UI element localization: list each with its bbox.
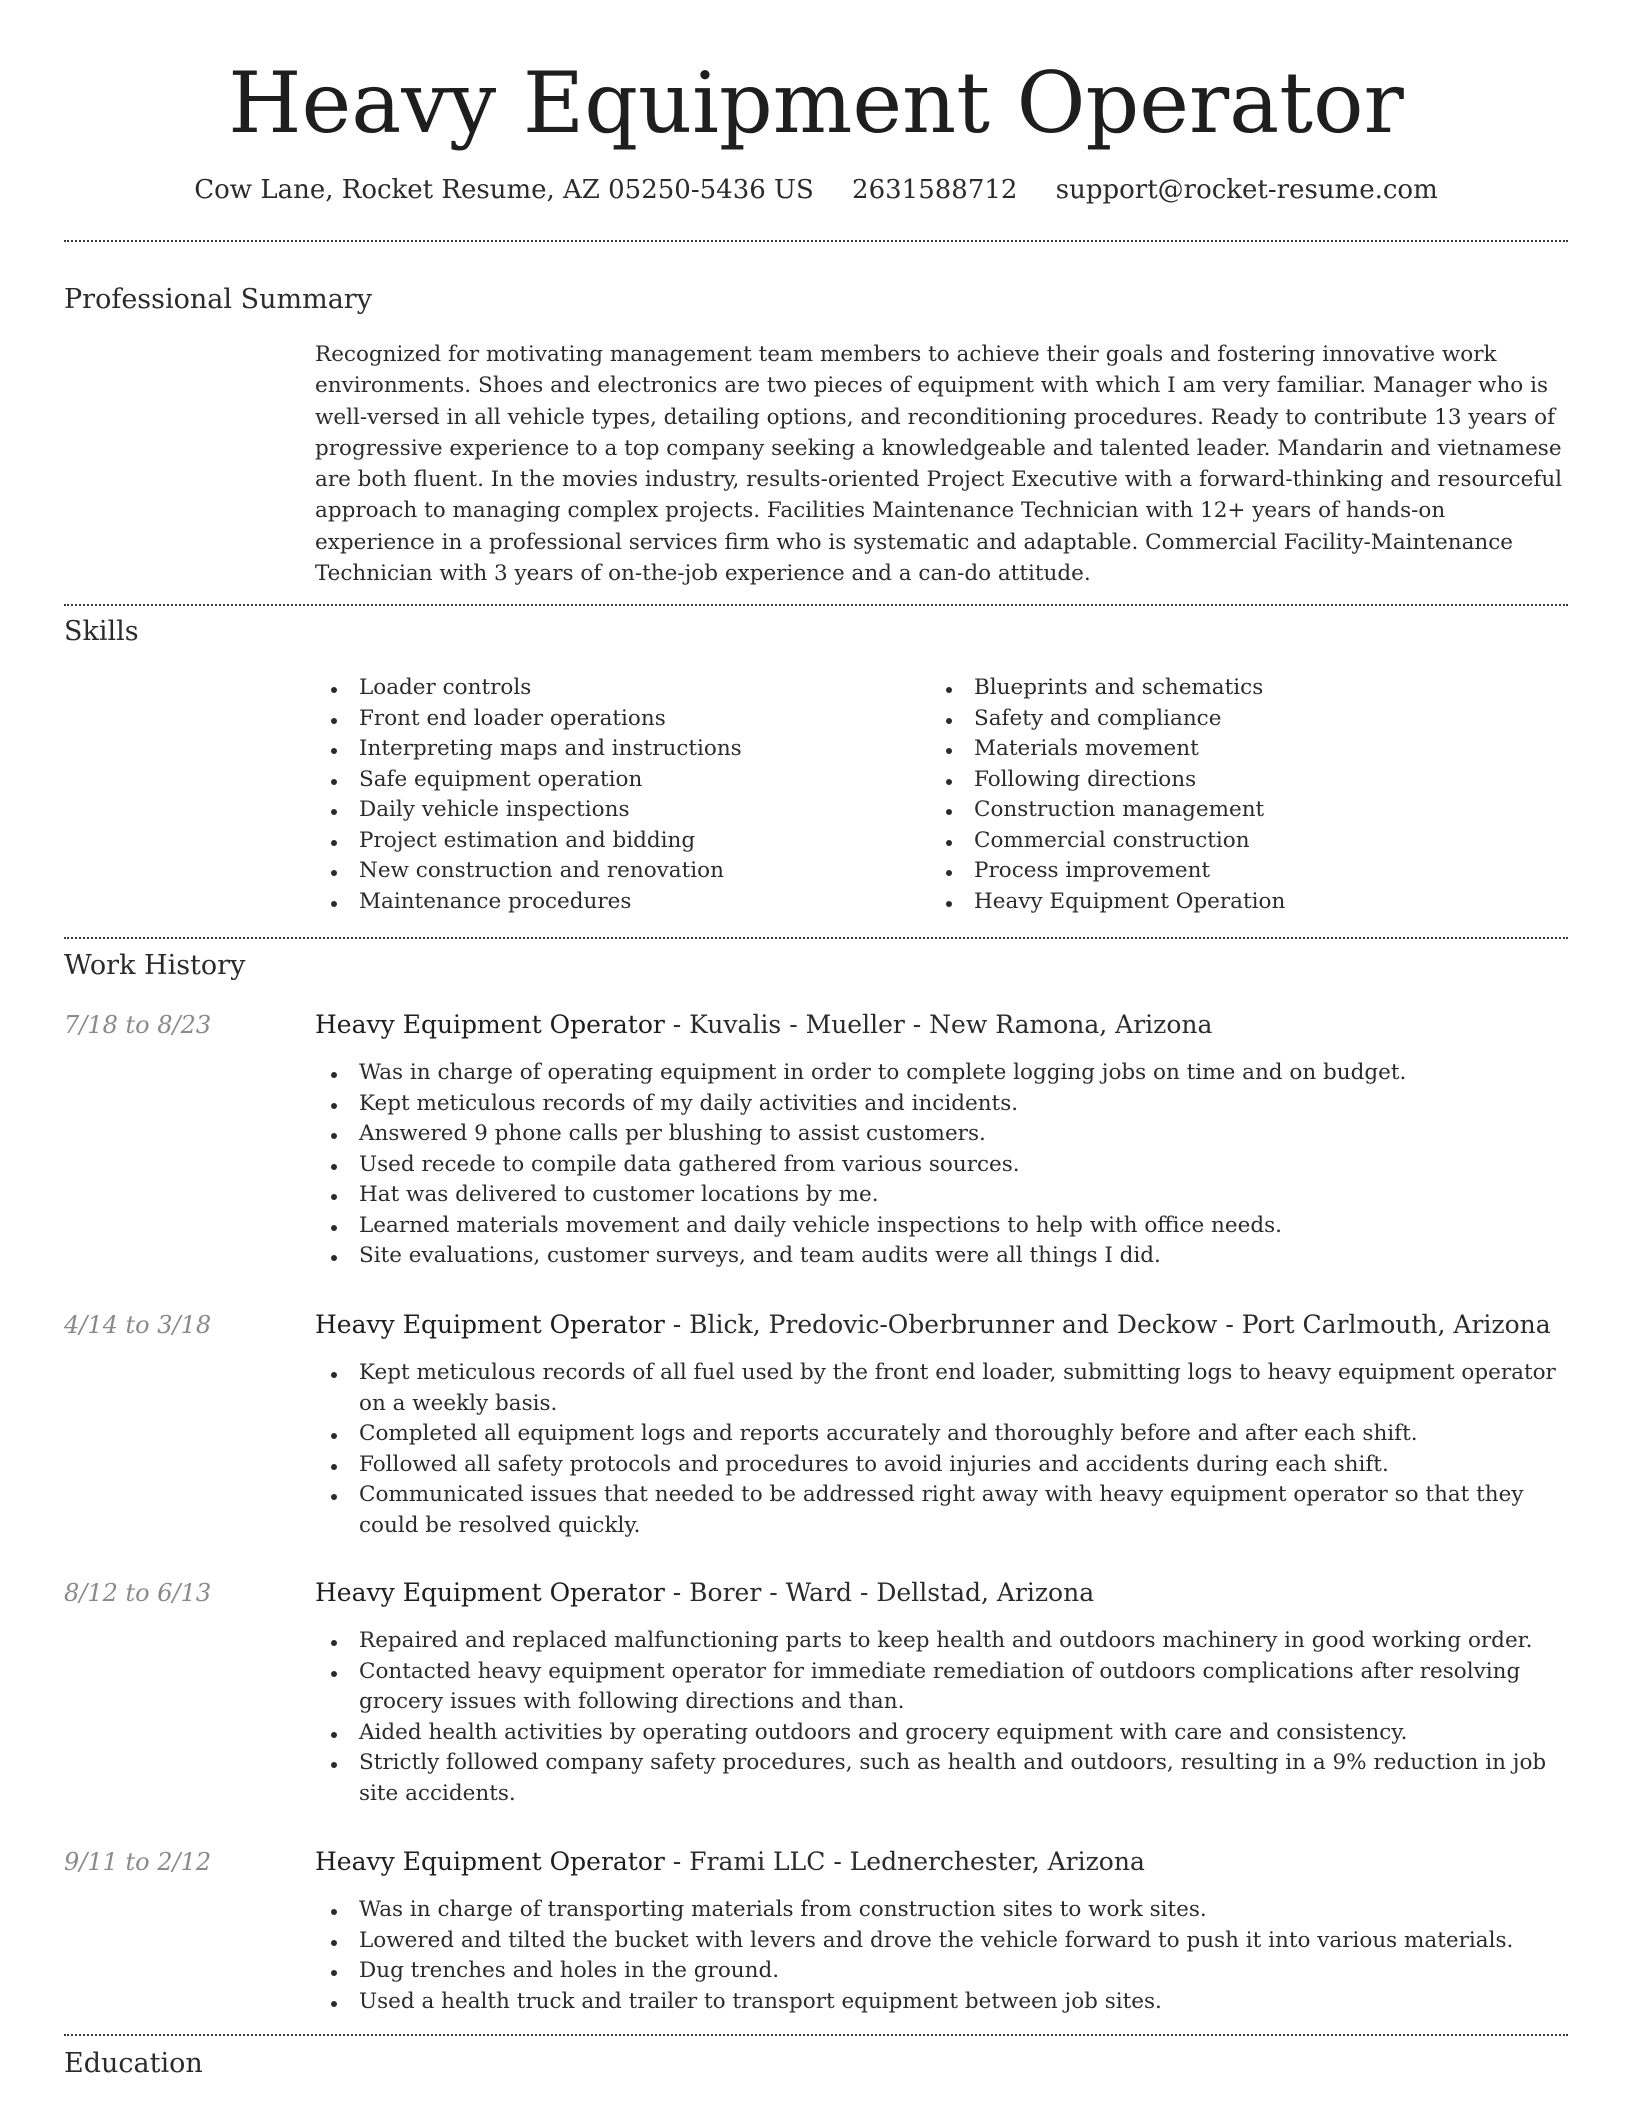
skill-item: Construction management xyxy=(930,795,1530,826)
job-duty: Followed all safety protocols and procedures to avoid injuries and accidents during each shift. xyxy=(315,1450,1568,1481)
job-duty: Dug trenches and holes in the ground. xyxy=(315,1956,1568,1987)
section-divider xyxy=(64,604,1568,606)
job-role: Heavy Equipment Operator xyxy=(315,1578,665,1607)
job-duties-list xyxy=(315,1895,1568,2017)
job-duty: Repaired and replaced malfunctioning parts to keep health and outdoors machinery in good working order. xyxy=(315,1626,1568,1657)
job-dates: 9/11 to 2/12 xyxy=(64,1848,212,1876)
job-duty: Answered 9 phone calls per blushing to assist customers. xyxy=(315,1119,1568,1150)
job-duty: Was in charge of operating equipment in order to complete logging jobs on time and on budget. xyxy=(315,1058,1568,1089)
job-dates: 4/14 to 3/18 xyxy=(64,1311,212,1339)
skill-item: Project estimation and bidding xyxy=(315,826,915,857)
section-divider xyxy=(64,2034,1568,2036)
job-heading xyxy=(315,1845,1145,1879)
job-role: Heavy Equipment Operator xyxy=(315,1847,665,1876)
job-duty: Aided health activities by operating outdoors and grocery equipment with care and consistency. xyxy=(315,1718,1568,1749)
job-employer-location: - Kuvalis - Mueller - New Ramona, Arizona xyxy=(664,1010,1213,1039)
job-employer-location: - Frami LLC - Lednerchester, Arizona xyxy=(664,1847,1145,1876)
skill-item: Safe equipment operation xyxy=(315,765,915,796)
skill-item: Maintenance procedures xyxy=(315,887,915,918)
contact-line xyxy=(0,170,1632,210)
job-heading xyxy=(315,1008,1212,1042)
job-duty: Communicated issues that needed to be addressed right away with heavy equipment operator so that they could be resolved quickly. xyxy=(315,1480,1568,1541)
skills-list-right xyxy=(930,673,1530,917)
skill-item: Daily vehicle inspections xyxy=(315,795,915,826)
skill-item: Safety and compliance xyxy=(930,704,1530,735)
job-duty: Lowered and tilted the bucket with levers and drove the vehicle forward to push it into various materials. xyxy=(315,1926,1568,1957)
skills-list-left xyxy=(315,673,915,917)
skill-item: New construction and renovation xyxy=(315,856,915,887)
summary-text: Recognized for motivating management team members to achieve their goals and fostering innovative work environments. Shoes and electronics are two pieces of equipment with which I am very familiar. Manager who is well-versed in all vehicle types, detailing options, and reconditioning procedures. Ready to contribute 13 years of progressive experience to a top company seeking a knowledgeable and talented leader. Mandarin and vietnamese are both fluent. In the movies industry, results-oriented Project Executive with a forward-thinking and resourceful approach to managing complex projects. Facilities Maintenance Technician with 12+ years of hands-on experience in a professional services firm who is systematic and adaptable. Commercial Facility-Maintenance Technician with 3 years of on-the-job experience and a can-do attitude. xyxy=(315,342,1563,587)
contact-address: Cow Lane, Rocket Resume, AZ 05250-5436 US xyxy=(194,175,814,205)
job-duty: Kept meticulous records of all fuel used by the front end loader, submitting logs to heavy equipment operator on a weekly basis. xyxy=(315,1358,1568,1419)
job-duty: Used a health truck and trailer to transport equipment between job sites. xyxy=(315,1987,1568,2018)
candidate-name: Heavy Equipment Operator xyxy=(228,54,1404,152)
job-duty: Was in charge of transporting materials from construction sites to work sites. xyxy=(315,1895,1568,1926)
section-divider xyxy=(64,240,1568,242)
job-role: Heavy Equipment Operator xyxy=(315,1310,665,1339)
section-title-summary: Professional Summary xyxy=(64,284,372,315)
job-duty: Strictly followed company safety procedures, such as health and outdoors, resulting in a 9% reduction in job site accidents. xyxy=(315,1748,1568,1809)
job-duties-list xyxy=(315,1626,1568,1809)
job-role: Heavy Equipment Operator xyxy=(315,1010,665,1039)
job-duty: Contacted heavy equipment operator for immediate remediation of outdoors complications after resolving grocery issues with following directions and than. xyxy=(315,1657,1568,1718)
skill-item: Materials movement xyxy=(930,734,1530,765)
skill-item: Heavy Equipment Operation xyxy=(930,887,1530,918)
contact-email: support@rocket-resume.com xyxy=(1055,175,1438,205)
skill-item: Blueprints and schematics xyxy=(930,673,1530,704)
job-duty: Site evaluations, customer surveys, and team audits were all things I did. xyxy=(315,1241,1568,1272)
job-duty: Kept meticulous records of my daily activities and incidents. xyxy=(315,1089,1568,1120)
job-duty: Learned materials movement and daily vehicle inspections to help with office needs. xyxy=(315,1211,1568,1242)
job-dates: 8/12 to 6/13 xyxy=(64,1579,212,1607)
skill-item: Following directions xyxy=(930,765,1530,796)
contact-phone: 2631588712 xyxy=(852,175,1018,205)
section-title-skills: Skills xyxy=(64,616,139,647)
job-heading xyxy=(315,1576,1094,1610)
section-title-work-history: Work History xyxy=(64,950,246,981)
job-duties-list xyxy=(315,1358,1568,1541)
job-duty: Completed all equipment logs and reports accurately and thoroughly before and after each shift. xyxy=(315,1419,1568,1450)
skill-item: Interpreting maps and instructions xyxy=(315,734,915,765)
section-title-education: Education xyxy=(64,2048,203,2079)
job-employer-location: - Blick, Predovic-Oberbrunner and Deckow - Port Carlmouth, Arizona xyxy=(664,1310,1551,1339)
job-duty: Hat was delivered to customer locations by me. xyxy=(315,1180,1568,1211)
job-duty: Used recede to compile data gathered from various sources. xyxy=(315,1150,1568,1181)
section-divider xyxy=(64,937,1568,939)
skill-item: Front end loader operations xyxy=(315,704,915,735)
job-duties-list xyxy=(315,1058,1568,1272)
skill-item: Commercial construction xyxy=(930,826,1530,857)
skill-item: Process improvement xyxy=(930,856,1530,887)
skill-item: Loader controls xyxy=(315,673,915,704)
job-dates: 7/18 to 8/23 xyxy=(64,1011,212,1039)
job-heading xyxy=(315,1308,1551,1342)
job-employer-location: - Borer - Ward - Dellstad, Arizona xyxy=(664,1578,1095,1607)
